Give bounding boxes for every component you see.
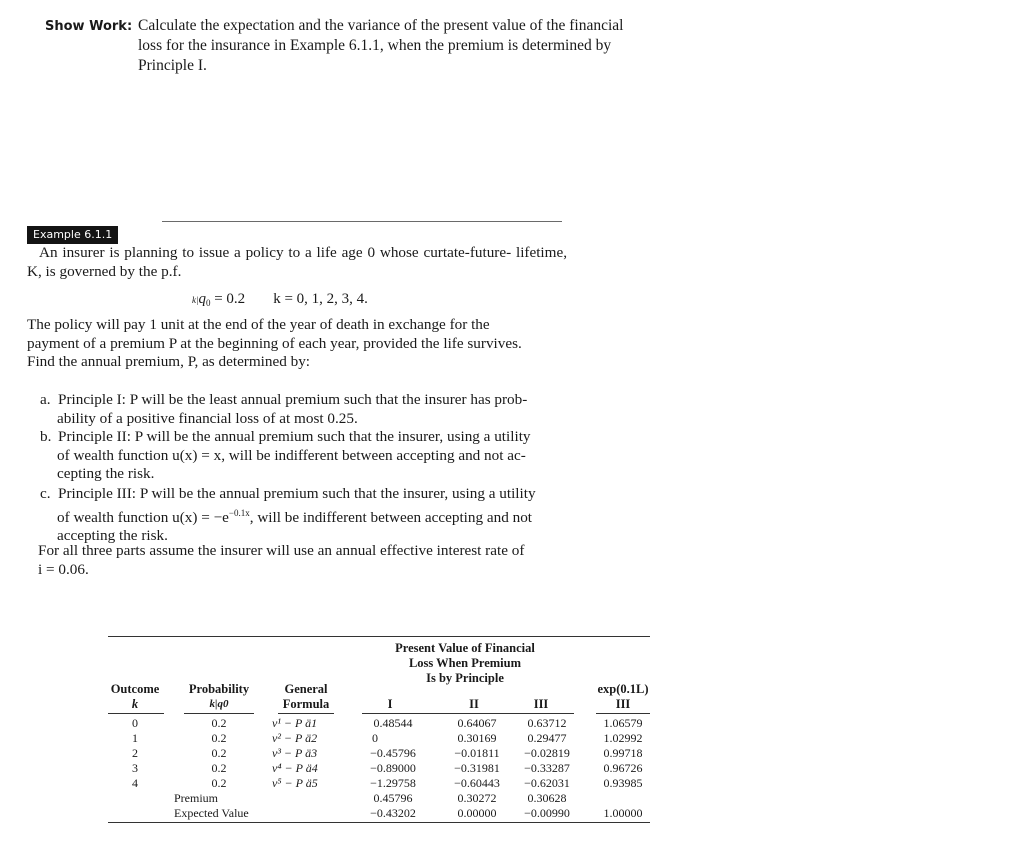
header-exp-III: III: [615, 697, 631, 711]
group-header-line-1: Present Value of Financial: [395, 641, 535, 655]
item-a-label: a.: [40, 391, 51, 408]
rule-formula: [278, 713, 334, 714]
expected-II: 0.00000: [457, 806, 497, 820]
cell-I: 0: [372, 731, 378, 745]
cell-prob: 0.2: [211, 761, 227, 775]
cell-formula: v¹ − P ä1: [272, 716, 318, 730]
cell-prob: 0.2: [211, 716, 227, 730]
expected-label: Expected Value: [174, 806, 249, 820]
show-work-line-2: loss for the insurance in Example 6.1.1, when the premium is determined by: [138, 37, 612, 54]
cell-III: 0.29477: [527, 731, 567, 745]
cell-k: 3: [132, 761, 138, 775]
cell-formula: v⁵ − P ä5: [272, 776, 318, 790]
cell-II: 0.64067: [457, 716, 497, 730]
cell-k: 2: [132, 746, 138, 760]
header-principle-III: III: [533, 697, 549, 711]
premium-II: 0.30272: [457, 791, 497, 805]
table-bottom-rule: [108, 822, 650, 823]
cell-II: −0.31981: [454, 761, 500, 775]
formula-prefix: k|: [192, 295, 199, 305]
expected-exp: 1.00000: [603, 806, 643, 820]
cell-III: 0.63712: [527, 716, 567, 730]
cell-k: 4: [132, 776, 138, 790]
example-paragraph-1: [27, 244, 567, 281]
header-outcome: Outcome: [110, 682, 160, 696]
formula-k: k = 0, 1, 2, 3, 4.: [273, 291, 368, 307]
cell-II: 0.30169: [457, 731, 497, 745]
pf-formula: [192, 291, 368, 308]
header-principle-I: I: [387, 697, 393, 711]
header-principle-II: II: [469, 697, 479, 711]
item-c-line-2b: , will be indifferent between accepting and not: [249, 508, 533, 526]
para2-line-1: The policy will pay 1 unit at the end of the year of death in exchange for the: [27, 316, 490, 333]
cell-k: 1: [132, 731, 138, 745]
cell-III: −0.62031: [524, 776, 570, 790]
table-group-header: [360, 641, 570, 686]
premium-I: 0.45796: [373, 791, 413, 805]
list-item: [40, 428, 578, 484]
group-header-line-2: Loss When Premium: [408, 656, 522, 670]
cell-III: −0.33287: [524, 761, 570, 775]
item-c-label: c.: [40, 485, 51, 502]
cell-II: −0.60443: [454, 776, 500, 790]
expected-III: −0.00990: [524, 806, 570, 820]
group-header-line-3: Is by Principle: [426, 671, 504, 685]
cell-formula: v³ − P ä3: [272, 746, 318, 760]
example-tag: Example 6.1.1: [27, 226, 118, 244]
cell-exp: 1.02992: [603, 731, 643, 745]
table-row-premium: [0, 791, 1036, 806]
formula-eq: = 0.2: [210, 291, 246, 307]
para2-line-2: payment of a premium P at the beginning of each year, provided the life survives.: [27, 334, 522, 352]
cell-III: −0.02819: [524, 746, 570, 760]
cell-exp: 0.99718: [603, 746, 643, 760]
header-general: General: [284, 682, 328, 696]
header-formula: Formula: [282, 697, 330, 711]
rule-exp: [596, 713, 650, 714]
cell-formula: v² − P ä2: [272, 731, 318, 745]
cell-I: −0.45796: [370, 746, 416, 760]
item-b-label: b.: [40, 428, 52, 445]
premium-III: 0.30628: [527, 791, 567, 805]
show-work-text: [138, 16, 658, 76]
item-c-exponent: −0.1x: [228, 507, 250, 518]
cell-exp: 0.93985: [603, 776, 643, 790]
para2-line-3: Find the annual premium, P, as determined by:: [27, 353, 311, 370]
item-a-line-1: Principle I: P will be the least annual premium such that the insurer has prob-: [58, 391, 528, 408]
header-k: k: [131, 697, 139, 711]
item-c-line-3: accepting the risk.: [57, 527, 168, 545]
para1-line-2: lifetime, K, is governed by the p.f.: [27, 244, 567, 280]
list-item: [40, 485, 578, 546]
rule-principles: [362, 713, 574, 714]
rule-probability: [184, 713, 254, 714]
header-exp: exp(0.1L): [597, 682, 649, 696]
cell-I: −1.29758: [370, 776, 416, 790]
table-body: [0, 716, 1036, 821]
table-row: [0, 776, 1036, 791]
cell-prob: 0.2: [211, 731, 227, 745]
premium-label: Premium: [174, 791, 218, 805]
header-prob-symbol: k|q0: [209, 698, 229, 710]
header-probability: Probability: [188, 682, 250, 696]
show-work-line-1: Calculate the expectation and the variance of the present value of the financial: [138, 17, 624, 34]
item-c-line-2a: of wealth function u(x) = −e: [57, 508, 229, 526]
para1-line-1: An insurer is planning to issue a policy to a life age 0 whose curtate-future-: [39, 244, 512, 261]
cell-prob: 0.2: [211, 746, 227, 760]
cell-k: 0: [132, 716, 138, 730]
table-top-rule: [108, 636, 650, 637]
item-c-line-1: Principle III: P will be the annual premium such that the insurer, using a utility: [58, 485, 536, 502]
table-row: [0, 716, 1036, 731]
rule-outcome: [108, 713, 164, 714]
list-item: [40, 391, 578, 428]
item-b-line-1: Principle II: P will be the annual premium such that the insurer, using a utility: [58, 428, 531, 445]
item-b-line-3: cepting the risk.: [57, 465, 155, 482]
show-work-label: Show Work:: [45, 19, 133, 34]
expected-I: −0.43202: [370, 806, 416, 820]
show-work-line-3: Principle I.: [138, 57, 207, 74]
example-rule: [162, 221, 562, 222]
para3-line-2: i = 0.06.: [38, 560, 89, 578]
cell-prob: 0.2: [211, 776, 227, 790]
cell-exp: 0.96726: [603, 761, 643, 775]
para3-line-1: For all three parts assume the insurer will use an annual effective interest rate of: [38, 542, 525, 559]
example-paragraph-2: [27, 316, 567, 372]
example-paragraph-3: [38, 542, 578, 579]
item-a-line-2: ability of a positive financial loss of at most 0.25.: [57, 409, 358, 427]
table-row: [0, 731, 1036, 746]
cell-formula: v⁴ − P ä4: [272, 761, 318, 775]
cell-I: 0.48544: [373, 716, 413, 730]
cell-II: −0.01811: [454, 746, 500, 760]
table-row: [0, 746, 1036, 761]
item-b-line-2: of wealth function u(x) = x, will be indifferent between accepting and not ac-: [57, 446, 526, 464]
formula-sub: 0: [205, 298, 211, 308]
table-row: [0, 761, 1036, 776]
cell-exp: 1.06579: [603, 716, 643, 730]
cell-I: −0.89000: [370, 761, 416, 775]
table-row-expected: [0, 806, 1036, 821]
formula-q: q: [198, 291, 206, 307]
